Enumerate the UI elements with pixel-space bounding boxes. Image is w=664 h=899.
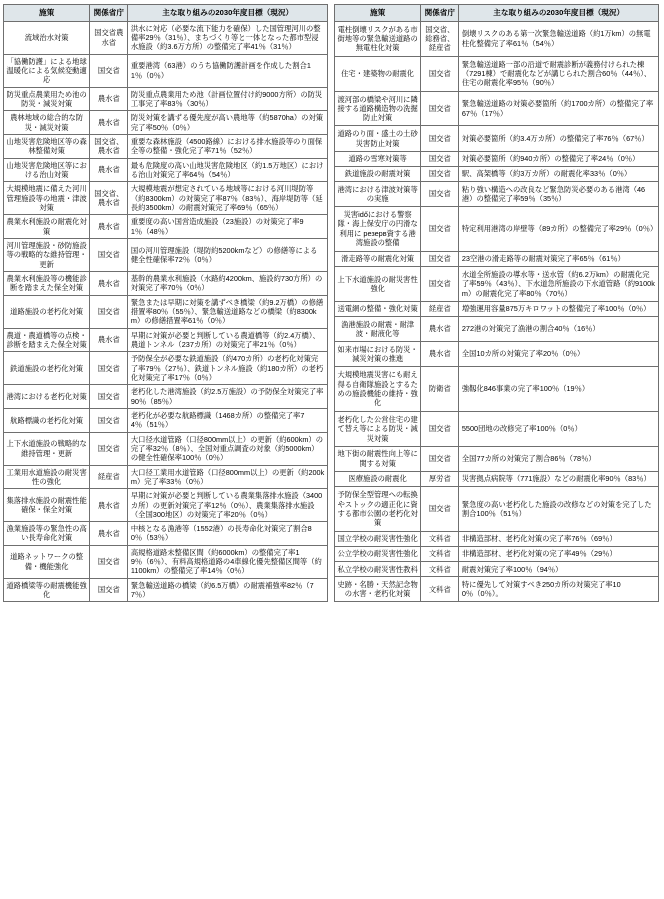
cell-target: 全国10カ所の対策完了率20％（0％） xyxy=(459,342,659,367)
table-row xyxy=(335,206,659,251)
cell-measure: 上下水道施設の耐災害性強化 xyxy=(335,266,421,301)
table-row xyxy=(4,522,328,546)
cell-measure: 河川管理施設・砂防施設等の戦略的な維持管理・更新 xyxy=(4,238,90,271)
table-row xyxy=(4,432,328,465)
cell-target: 耐震対策完了率100％（94％） xyxy=(459,562,659,577)
table-row xyxy=(4,215,328,239)
cell-ministry: 国交省 xyxy=(421,151,459,166)
cell-target: 対策必要箇所（約3.4万カ所）の整備完了率76％（67％） xyxy=(459,126,659,151)
cell-target: 緊急または早期に対策を講ずべき橋梁（約9.2万橋）の修繕措置率80％（55％）、緊急輸送道路などの橋梁（約8300km）の修繕措置率61％（0％） xyxy=(128,295,328,328)
table-row xyxy=(4,465,328,489)
cell-target: 非構造部材、老朽化対策の完了率76％（69％） xyxy=(459,531,659,546)
cell-measure: 山地災害危険地区等における治山対策 xyxy=(4,158,90,182)
column-header-target: 主な取り組みの2030年度目標（現況） xyxy=(128,5,328,22)
cell-target: 倒壊リスクのある第一次緊急輸送道路（約1万km）の無電柱化整備完了率61％（54％） xyxy=(459,21,659,56)
cell-ministry: 国交省 xyxy=(90,295,128,328)
cell-target: 水道全所施設の導水等・送水管（約6.2万km）の耐震化完了率59％（43％）、下水道急所施設の下水道管路（約9100km）の耐震化完了率80％（70％） xyxy=(459,266,659,301)
cell-target: 早期に対策が必要と判断している農道橋等（約2.4万橋）、農道トンネル（237カ所）の対策完了率21％（0％） xyxy=(128,328,328,352)
cell-target: 緊急輸送道路一部の沿道で耐震診断が義務付けられた棟（7291棟）で耐震化などが講じられた割合60％（44％）、住宅の耐震化率95％（90％） xyxy=(459,56,659,91)
cell-measure: 道路のり面・盛土の土砂災害防止対策 xyxy=(335,126,421,151)
cell-measure: 道路施設の老朽化対策 xyxy=(4,295,90,328)
cell-measure: 港湾における津波対策等の実施 xyxy=(335,181,421,206)
cell-measure: 航路標識の老朽化対策 xyxy=(4,408,90,432)
cell-measure: 山地災害危険地区等の森林整備対策 xyxy=(4,135,90,159)
table-row xyxy=(335,301,659,316)
cell-target: 災害拠点病院等（771施設）などの耐震化率90％（83％） xyxy=(459,471,659,486)
cell-ministry: 国交省 xyxy=(90,545,128,578)
cell-target: 中核となる漁港等（1552港）の長寿命化対策完了割合80％（53％） xyxy=(128,522,328,546)
cell-target: 老朽化した港湾施設（約2.5万施設）の予防保全対策完了率90％（85％） xyxy=(128,385,328,409)
table-row xyxy=(4,135,328,159)
cell-measure: 私立学校の耐災害性教科 xyxy=(335,562,421,577)
cell-target: 予防保全が必要な鉄道施設（約470カ所）の老朽化対策完了率79％（27％）、鉄道トンネル施設（約180カ所）の老朽化対策完了率17％（0％） xyxy=(128,352,328,385)
cell-target: 大規模地震が想定されている地域等における河川堤防等（約8300km）の対策完了率87％（83％）、海岸堤防等（延長約3500km）の耐震対策完了率69％（65％） xyxy=(128,182,328,215)
cell-ministry: 農水省 xyxy=(90,158,128,182)
table-row xyxy=(335,577,659,602)
cell-ministry: 国交省 xyxy=(421,126,459,151)
cell-ministry: 農水省 xyxy=(421,316,459,341)
cell-measure: 集落排水施設の耐震性能確保・保全対策 xyxy=(4,489,90,522)
table-row xyxy=(4,238,328,271)
cell-measure: 予防保全型管理への転換やストックの適正化に資する都市公園の老朽化対策 xyxy=(335,487,421,532)
cell-ministry: 国交省 xyxy=(421,166,459,181)
cell-measure: 農業水利施設の耐震化対策 xyxy=(4,215,90,239)
table-row xyxy=(335,316,659,341)
cell-measure: 公立学校の耐災害性強化 xyxy=(335,546,421,561)
column-header-measure: 施策 xyxy=(335,5,421,22)
cell-measure: 港湾における老朽化対策 xyxy=(4,385,90,409)
measures-table-left xyxy=(3,4,328,602)
table-row xyxy=(4,578,328,602)
cell-target: 国の河川管理施設（堤防約5200kmなど）の修繕等による健全性確保率72％（0％） xyxy=(128,238,328,271)
cell-measure: 道路の雪寒対策等 xyxy=(335,151,421,166)
cell-ministry: 文科省 xyxy=(421,577,459,602)
cell-target: 大口径工業用水道管路（口径800mm以上）の更新（約200km）完了率33％（0％） xyxy=(128,465,328,489)
cell-measure: 鉄道施設の耐震対策 xyxy=(335,166,421,181)
cell-measure: 道路ネットワークの整備・機能強化 xyxy=(4,545,90,578)
cell-target: 5500団地の改修完了率100％（0％） xyxy=(459,411,659,446)
table-row xyxy=(335,342,659,367)
cell-target: 大口径水道管路（口径800mm以上）の更新（約600km）の完了率32％（8％）、全国対重点調査の対象（約5000km）の健全性確保率100％（0％） xyxy=(128,432,328,465)
table-row xyxy=(4,111,328,135)
cell-ministry: 農水省 xyxy=(90,522,128,546)
table-row xyxy=(4,87,328,111)
cell-target: 粘り強い構造への改良など緊急防災必要のある港湾（46港）の整備完了率59％（35％） xyxy=(459,181,659,206)
cell-measure: 流域治水対策 xyxy=(4,21,90,54)
cell-ministry: 文科省 xyxy=(421,562,459,577)
cell-ministry: 農水省 xyxy=(421,342,459,367)
cell-measure: 住宅・建築物の耐震化 xyxy=(335,56,421,91)
cell-ministry: 国交省 xyxy=(421,446,459,471)
cell-target: 非構造部材、老朽化対策の完了率49％（29％） xyxy=(459,546,659,561)
cell-target: 基幹的農業水利施設（水路約4200km、施設約730方所）の対策完了率70％（0％） xyxy=(128,271,328,295)
cell-measure: 史跡・名勝・天然記念物の水害・老朽化対策 xyxy=(335,577,421,602)
cell-target: 272港の対策完了漁港の割合40％（16％） xyxy=(459,316,659,341)
table-row xyxy=(335,126,659,151)
cell-ministry: 農水省 xyxy=(90,328,128,352)
cell-target: 強靱化846事業の完了率100％（19％） xyxy=(459,367,659,412)
cell-target: 重要港湾（63港）のうち協働防護計画を作成した割合11％（0％） xyxy=(128,54,328,87)
cell-target: 対策必要箇所（約940カ所）の整備完了率24％（0％） xyxy=(459,151,659,166)
cell-ministry: 文科省 xyxy=(421,546,459,561)
column-header-ministry: 関係省庁 xyxy=(421,5,459,22)
cell-ministry: 国交省 xyxy=(421,56,459,91)
cell-target: 駅、高架橋等（約3万カ所）の耐震化率33％（0％） xyxy=(459,166,659,181)
cell-ministry: 農水省 xyxy=(90,111,128,135)
table-row xyxy=(4,21,328,54)
cell-target: 老朽化が必要な航路標識（1468カ所）の整備完了率74％（51％） xyxy=(128,408,328,432)
table-row xyxy=(335,151,659,166)
table-row xyxy=(335,367,659,412)
table-row xyxy=(335,266,659,301)
cell-ministry: 国交省、農水省 xyxy=(90,135,128,159)
cell-measure: 道路橋梁等の耐震機能強化 xyxy=(4,578,90,602)
table-row xyxy=(335,487,659,532)
column-header-measure: 施策 xyxy=(4,5,90,22)
table-row xyxy=(335,166,659,181)
cell-target: 防災重点農業用ため池（計画位置付け約9000方所）の防災工事完了率83％（30％） xyxy=(128,87,328,111)
table-header-row xyxy=(4,5,328,22)
table-row xyxy=(4,385,328,409)
cell-ministry: 農水省 xyxy=(90,489,128,522)
cell-measure: 渡河部の橋梁や河川に隣接する道路構造物の洗掘防止対策 xyxy=(335,91,421,126)
cell-target: 増強運用容量875万キロワットの整備完了率100％（0％） xyxy=(459,301,659,316)
cell-ministry: 国交省農水省 xyxy=(90,21,128,54)
cell-ministry: 国交省、農水省 xyxy=(90,182,128,215)
table-row xyxy=(335,546,659,561)
measures-table-right xyxy=(334,4,659,602)
table-row xyxy=(335,411,659,446)
cell-measure: 如来市場における防災・減災対策の推進 xyxy=(335,342,421,367)
cell-measure: 電柱倒壊リスクがある市街地等の緊急輸送道路の無電柱化対策 xyxy=(335,21,421,56)
table-row xyxy=(4,271,328,295)
column-header-target: 主な取り組みの2030年度目標（現況） xyxy=(459,5,659,22)
cell-measure: 送電網の整備・強化対策 xyxy=(335,301,421,316)
table-row xyxy=(335,471,659,486)
table-row xyxy=(335,181,659,206)
cell-ministry: 防衛省 xyxy=(421,367,459,412)
cell-measure: 地下街の耐震性向上等に関する対策 xyxy=(335,446,421,471)
cell-ministry: 国交省 xyxy=(421,91,459,126)
cell-ministry: 国交省 xyxy=(421,266,459,301)
table-row xyxy=(335,446,659,471)
table-header-row xyxy=(335,5,659,22)
cell-ministry: 農水省 xyxy=(90,271,128,295)
table-row xyxy=(335,251,659,266)
cell-target: 重要な森林施設（4500路線）における排水施設等のり面保全等の整備・強化完了率71％（52％） xyxy=(128,135,328,159)
cell-measure: 農道・農道橋等の点検・診断を踏まえた保全対策 xyxy=(4,328,90,352)
table-row xyxy=(335,91,659,126)
cell-ministry: 国交省 xyxy=(421,411,459,446)
table-row xyxy=(4,489,328,522)
table-row xyxy=(4,182,328,215)
cell-measure: 滑走路等の耐震化対策 xyxy=(335,251,421,266)
table-row xyxy=(4,54,328,87)
cell-measure: 上下水道施設の戦略的な維持管理・更新 xyxy=(4,432,90,465)
cell-measure: 「協働防護」による地球温暖化による気候変動適応 xyxy=(4,54,90,87)
cell-measure: 防災重点農業用ため池の防災・減災対策 xyxy=(4,87,90,111)
cell-target: 特に優先して対策すべき250カ所の対策完了率100％（0％）。 xyxy=(459,577,659,602)
cell-measure: 大規模地震に備えた河川管理施設等の地震・津波対策 xyxy=(4,182,90,215)
cell-target: 緊急度の高い老朽化した施設の改修などの対策を完了した割合100％（51％） xyxy=(459,487,659,532)
cell-ministry: 文科省 xyxy=(421,531,459,546)
cell-target: 防災対策を講ずる優先度が高い農地等（約5870ha）の対策完了率50％（0％） xyxy=(128,111,328,135)
table-row xyxy=(4,408,328,432)
cell-measure: 国立学校の耐災害性強化 xyxy=(335,531,421,546)
table-row xyxy=(335,562,659,577)
table-row xyxy=(4,545,328,578)
cell-target: 洪水に対応（必要な流下能力を確保）した国管理河川の整備率29％（31％）、まちづくり等と一体となった都市型浸水施設（約3.6万方所）の整備完了率41％（31％） xyxy=(128,21,328,54)
cell-measure: 漁業施設等の緊急性の高い長寿命化対策 xyxy=(4,522,90,546)
cell-target: 緊急輸送道路の対策必要箇所（約1700カ所）の整備完了率67％（17％） xyxy=(459,91,659,126)
cell-measure: 大規模地震災害にも耐え得る自衛隊施設とするための施設機能の維持・強化 xyxy=(335,367,421,412)
cell-target: 早期に対策が必要と判断している農業集落排水施設（3400カ所）の更新対策完了率12％（0％）、農業集落排水施設（全国300地区）の対策完了率20％（0％） xyxy=(128,489,328,522)
table-row xyxy=(4,352,328,385)
cell-ministry: 国交省 xyxy=(90,408,128,432)
cell-ministry: 国交省 xyxy=(90,54,128,87)
cell-measure: 医療施設の耐震化 xyxy=(335,471,421,486)
cell-ministry: 国交省、総務省、経産省 xyxy=(421,21,459,56)
cell-ministry: 国交省 xyxy=(421,181,459,206)
cell-measure: 鉄道施設の老朽化対策 xyxy=(4,352,90,385)
cell-target: 緊急輸送道路の橋梁（約6.5万橋）の耐震補強率82％（77％） xyxy=(128,578,328,602)
cell-ministry: 厚労省 xyxy=(421,471,459,486)
cell-target: 重要度の高い国営造成施設（23施設）の対策完了率91％（48％） xyxy=(128,215,328,239)
cell-ministry: 国交省 xyxy=(90,385,128,409)
table-row xyxy=(4,158,328,182)
table-row xyxy=(335,531,659,546)
table-row xyxy=(335,56,659,91)
cell-ministry: 国交省 xyxy=(90,578,128,602)
cell-measure: 工業用水道施設の耐災害性の強化 xyxy=(4,465,90,489)
table-row xyxy=(4,328,328,352)
cell-ministry: 国交省 xyxy=(90,432,128,465)
cell-measure: 老朽化した公営住宅の建て替え等による防災・減災対策 xyxy=(335,411,421,446)
cell-ministry: 農水省 xyxy=(90,215,128,239)
cell-ministry: 国交省 xyxy=(421,251,459,266)
cell-target: 全国77カ所の対策完了割合86％（78％） xyxy=(459,446,659,471)
cell-measure: 農業水利施設等の機能診断を踏まえた保全対策 xyxy=(4,271,90,295)
cell-target: 特定利用港湾の岸壁等（89カ所）の整備完了率29％（0％） xyxy=(459,206,659,251)
table-row xyxy=(4,295,328,328)
cell-ministry: 経産省 xyxy=(421,301,459,316)
cell-ministry: 国交省 xyxy=(421,206,459,251)
cell-ministry: 国交省 xyxy=(421,487,459,532)
cell-target: 高規格道路未整備区間（約6000km）の整備完了率19％（6％）、有料高規格道路の4車線化優先整備区間等（約1100km）の整備完了率14％（0％） xyxy=(128,545,328,578)
cell-target: 最も危険度の高い山地災害危険地区（約1.5万地区）における治山対策完了率64％（54％） xyxy=(128,158,328,182)
cell-ministry: 国交省 xyxy=(90,238,128,271)
cell-measure: 漁港施設の耐震・耐津波・耐液化等 xyxy=(335,316,421,341)
column-header-ministry: 関係省庁 xyxy=(90,5,128,22)
cell-ministry: 経産省 xyxy=(90,465,128,489)
table-row xyxy=(335,21,659,56)
cell-measure: 農林地域の総合的な防災・減災対策 xyxy=(4,111,90,135)
cell-ministry: 国交省 xyxy=(90,352,128,385)
cell-target: 23空港の滑走路等の耐震対策完了率65％（61％） xyxy=(459,251,659,266)
cell-ministry: 農水省 xyxy=(90,87,128,111)
cell-measure: 災害időにおける警察隊・海上保安庁の円滑な利用に резерв資する港湾施設の整備 xyxy=(335,206,421,251)
